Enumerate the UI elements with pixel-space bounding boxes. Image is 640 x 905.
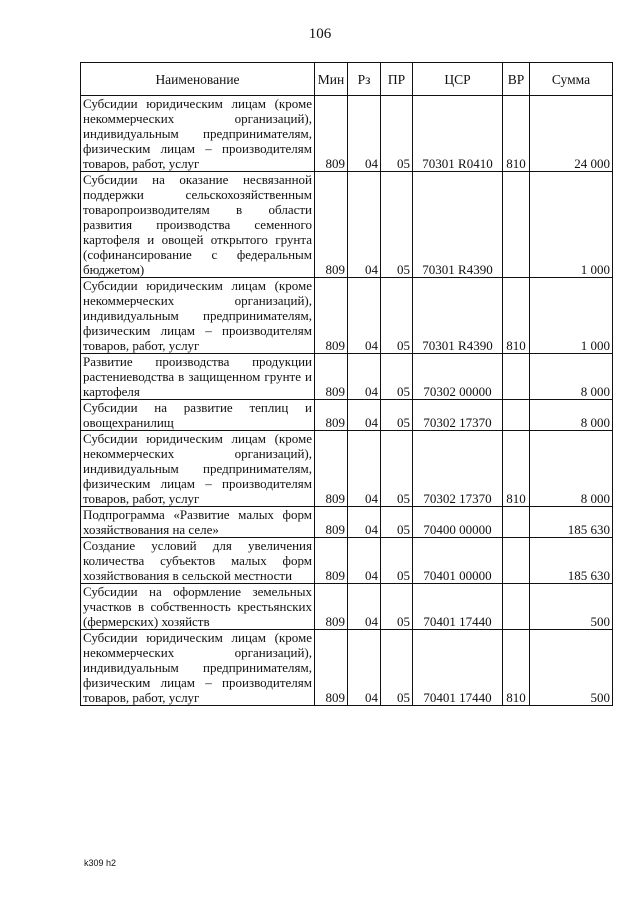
- header-pr: ПР: [381, 63, 413, 96]
- cell-name: Создание условий для увеличения количества субъектов малых форм хозяйствования в сельской местности: [81, 538, 315, 584]
- cell-sum: 185 630: [530, 507, 613, 538]
- header-sum: Сумма: [530, 63, 613, 96]
- cell-pr: 05: [381, 630, 413, 706]
- table-row: [81, 172, 613, 278]
- cell-rz: 04: [348, 172, 381, 278]
- budget-table: [80, 62, 613, 706]
- cell-name: Субсидии на оформление земельных участков в собственность крестьянских (фермерских) хозяйств: [81, 584, 315, 630]
- cell-vr: 810: [503, 431, 530, 507]
- cell-sum: 8 000: [530, 354, 613, 400]
- cell-rz: 04: [348, 538, 381, 584]
- cell-name: Субсидии на оказание несвязанной поддержки сельскохозяйственным товаропроизводителям в области развития производства семенного картофеля и овощей открытого грунта (софинансирование с федеральным бюджетом): [81, 172, 315, 278]
- table-row: [81, 96, 613, 172]
- cell-min: 809: [315, 630, 348, 706]
- cell-sum: 8 000: [530, 400, 613, 431]
- cell-csr: 70301 R0410: [413, 96, 503, 172]
- cell-rz: 04: [348, 96, 381, 172]
- cell-vr: [503, 584, 530, 630]
- cell-name: Подпрограмма «Развитие малых форм хозяйствования на селе»: [81, 507, 315, 538]
- cell-rz: 04: [348, 354, 381, 400]
- cell-rz: 04: [348, 584, 381, 630]
- cell-vr: 810: [503, 278, 530, 354]
- cell-min: 809: [315, 538, 348, 584]
- cell-sum: 24 000: [530, 96, 613, 172]
- cell-min: 809: [315, 278, 348, 354]
- cell-vr: [503, 507, 530, 538]
- cell-pr: 05: [381, 538, 413, 584]
- cell-name: Субсидии юридическим лицам (кроме некоммерческих организаций), индивидуальным предпринимателям, физическим лицам – производителям товаров, работ, услуг: [81, 630, 315, 706]
- cell-pr: 05: [381, 354, 413, 400]
- cell-sum: 1 000: [530, 278, 613, 354]
- table-row: [81, 584, 613, 630]
- cell-csr: 70302 17370: [413, 431, 503, 507]
- cell-vr: [503, 538, 530, 584]
- cell-vr: [503, 400, 530, 431]
- cell-rz: 04: [348, 278, 381, 354]
- cell-pr: 05: [381, 172, 413, 278]
- cell-rz: 04: [348, 630, 381, 706]
- header-name: Наименование: [81, 63, 315, 96]
- cell-vr: 810: [503, 630, 530, 706]
- cell-pr: 05: [381, 584, 413, 630]
- header-csr: ЦСР: [413, 63, 503, 96]
- table-row: [81, 431, 613, 507]
- cell-csr: 70301 R4390: [413, 172, 503, 278]
- cell-vr: [503, 354, 530, 400]
- cell-min: 809: [315, 354, 348, 400]
- cell-min: 809: [315, 400, 348, 431]
- cell-sum: 1 000: [530, 172, 613, 278]
- cell-name: Субсидии юридическим лицам (кроме некоммерческих организаций), индивидуальным предпринимателям, физическим лицам – производителям товаров, работ, услуг: [81, 278, 315, 354]
- cell-rz: 04: [348, 400, 381, 431]
- cell-min: 809: [315, 172, 348, 278]
- page-number: 106: [308, 26, 332, 42]
- cell-vr: 810: [503, 96, 530, 172]
- header-rz: Рз: [348, 63, 381, 96]
- cell-name: Субсидии юридическим лицам (кроме некоммерческих организаций), индивидуальным предпринимателям, физическим лицам – производителям товаров, работ, услуг: [81, 96, 315, 172]
- cell-name: Субсидии на развитие теплиц и овощехранилищ: [81, 400, 315, 431]
- cell-pr: 05: [381, 431, 413, 507]
- table-row: [81, 278, 613, 354]
- cell-csr: 70400 00000: [413, 507, 503, 538]
- cell-min: 809: [315, 96, 348, 172]
- cell-rz: 04: [348, 507, 381, 538]
- cell-rz: 04: [348, 431, 381, 507]
- cell-csr: 70401 17440: [413, 630, 503, 706]
- cell-min: 809: [315, 431, 348, 507]
- table-row: [81, 630, 613, 706]
- cell-min: 809: [315, 507, 348, 538]
- cell-sum: 500: [530, 584, 613, 630]
- table-row: [81, 400, 613, 431]
- table-row: [81, 507, 613, 538]
- cell-csr: 70302 00000: [413, 354, 503, 400]
- header-row: [81, 63, 613, 96]
- cell-csr: 70301 R4390: [413, 278, 503, 354]
- cell-pr: 05: [381, 96, 413, 172]
- cell-name: Субсидии юридическим лицам (кроме некоммерческих организаций), индивидуальным предпринимателям, физическим лицам – производителям товаров, работ, услуг: [81, 431, 315, 507]
- cell-csr: 70401 17440: [413, 584, 503, 630]
- cell-csr: 70401 00000: [413, 538, 503, 584]
- cell-sum: 185 630: [530, 538, 613, 584]
- header-vr: ВР: [503, 63, 530, 96]
- cell-pr: 05: [381, 507, 413, 538]
- cell-vr: [503, 172, 530, 278]
- header-min: Мин: [315, 63, 348, 96]
- cell-name: Развитие производства продукции растениеводства в защищенном грунте и картофеля: [81, 354, 315, 400]
- cell-csr: 70302 17370: [413, 400, 503, 431]
- cell-sum: 8 000: [530, 431, 613, 507]
- cell-pr: 05: [381, 278, 413, 354]
- cell-sum: 500: [530, 630, 613, 706]
- table-row: [81, 354, 613, 400]
- footer-code: k309 h2: [84, 858, 117, 868]
- cell-min: 809: [315, 584, 348, 630]
- cell-pr: 05: [381, 400, 413, 431]
- table-row: [81, 538, 613, 584]
